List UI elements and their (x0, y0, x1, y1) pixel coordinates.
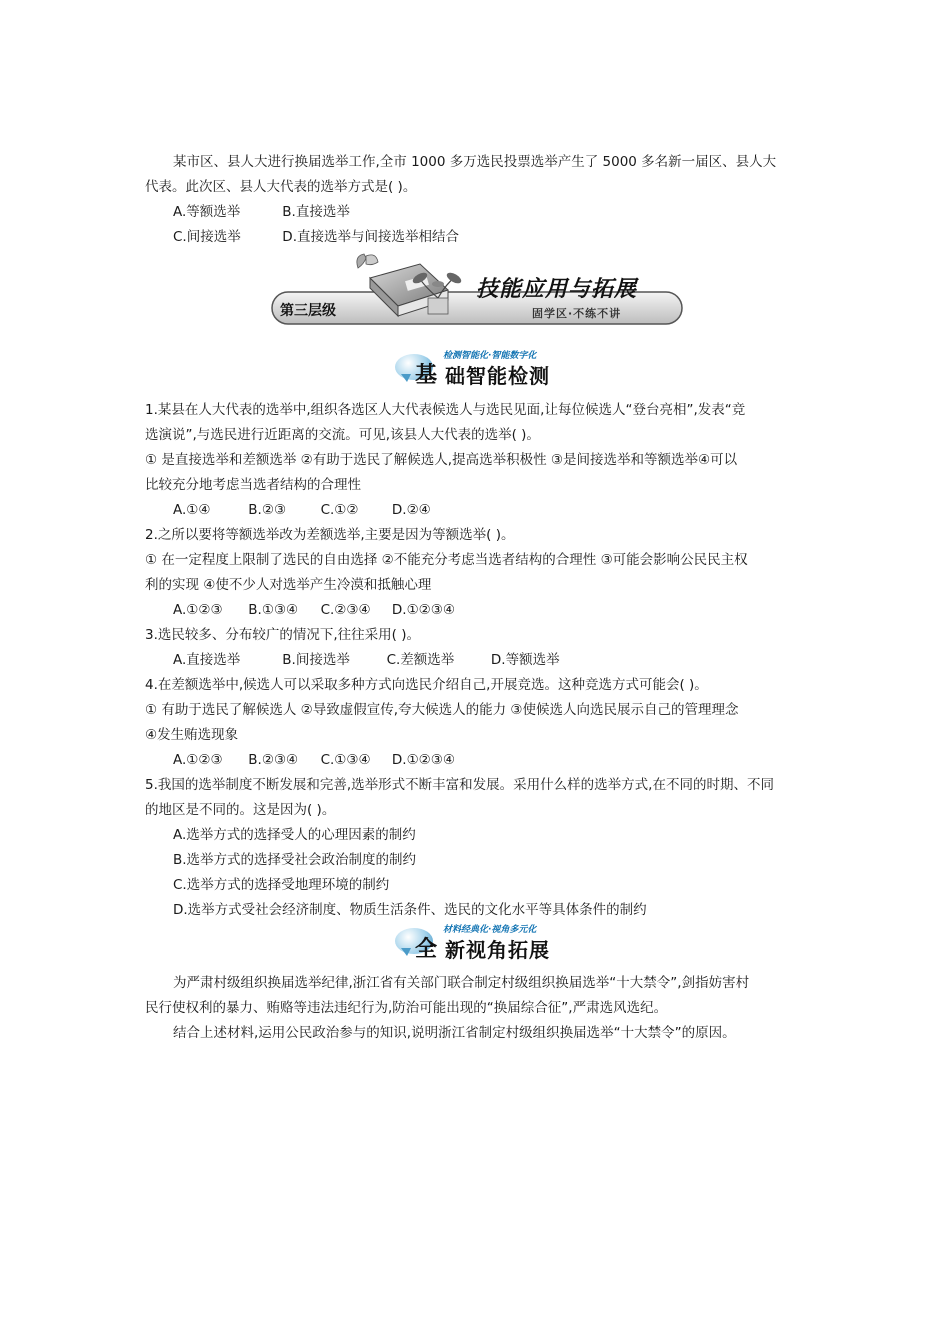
intro-option-d: D.直接选举与间接选举相结合 (282, 229, 459, 245)
q5-option-c: C.选举方式的选择受地理环境的制约 (173, 877, 390, 893)
q1-option-a: A.①④ (173, 502, 211, 518)
q5-line1: 5.我国的选举制度不断发展和完善,选举形式不断丰富和发展。采用什么样的选举方式,在不同的时期、不同 (145, 777, 774, 793)
butterfly-icon (357, 254, 378, 268)
section-new-perspective-tagline: 材料经典化·视角多元化 (443, 925, 537, 935)
q2-line2: ① 在一定程度上限制了选民的自由选择 ②不能充分考虑当选者结构的合理性 ③可能会影响公民民主权 (145, 552, 748, 568)
section-new-perspective-header (395, 922, 595, 962)
material-question: 结合上述材料,运用公民政治参与的知识,说明浙江省制定村级组织换届选举“十大禁令”的原因。 (173, 1025, 736, 1041)
intro-question-line1: 某市区、县人大进行换届选举工作,全市 1000 多万选民投票选举产生了 5000 多名新一届区、县人大 (173, 154, 777, 170)
q4-line3: ④发生贿选现象 (145, 727, 239, 743)
q2-line1: 2.之所以要将等额选举改为差额选举,主要是因为等额选举( )。 (145, 527, 515, 543)
q3-option-b: B.间接选举 (282, 652, 350, 668)
q1-options (173, 500, 431, 520)
section-new-perspective-initial: 全 (415, 937, 438, 962)
q4-option-b: B.②③④ (248, 752, 299, 768)
q3-option-d: D.等额选举 (490, 652, 560, 668)
q3-option-c: C.差额选举 (386, 652, 455, 668)
intro-option-c: C.间接选举 (173, 229, 241, 245)
q2-line3: 利的实现 ④使不少人对选举产生冷漠和抵触心理 (145, 577, 432, 593)
q1-line1: 1.某县在人大代表的选举中,组织各选区人大代表候选人与选民见面,让每位候选人“登台亮相”,发表“竞 (145, 402, 746, 418)
q1-option-d: D.②④ (391, 502, 431, 518)
section-basic-check-title: 础智能检测 (445, 364, 550, 388)
q1-line4: 比较充分地考虑当选者结构的合理性 (145, 477, 361, 493)
level-banner (270, 250, 690, 330)
material-line2: 民行使权利的暴力、贿赂等违法违纪行为,防治可能出现的“换届综合征”,严肃选风选纪。 (145, 1000, 668, 1016)
q5-option-a: A.选举方式的选择受人的心理因素的制约 (173, 827, 416, 843)
q1-option-c: C.①② (320, 502, 359, 518)
section-basic-check-tagline: 检测智能化·智能数字化 (443, 351, 537, 361)
banner-level-label: 第三层级 (280, 303, 336, 319)
q5-line2: 的地区是不同的。这是因为( )。 (145, 802, 336, 818)
q3-options (173, 650, 560, 670)
intro-option-b: B.直接选举 (282, 204, 350, 220)
q4-line1: 4.在差额选举中,候选人可以采取多种方式向选民介绍自己,开展竞选。这种竞选方式可能会( )。 (145, 677, 708, 693)
section-basic-check-header (395, 348, 595, 388)
q4-options (173, 750, 455, 770)
q3-line1: 3.选民较多、分布较广的情况下,往往采用( )。 (145, 627, 420, 643)
q2-option-d: D.①②③④ (391, 602, 455, 618)
q5-option-d: D.选举方式受社会经济制度、物质生活条件、选民的文化水平等具体条件的制约 (173, 902, 647, 918)
q2-options (173, 600, 455, 620)
q3-option-a: A.直接选举 (173, 652, 241, 668)
q5-option-b: B.选举方式的选择受社会政治制度的制约 (173, 852, 417, 868)
intro-option-a: A.等额选举 (173, 204, 241, 220)
q4-option-c: C.①③④ (320, 752, 371, 768)
q2-option-c: C.②③④ (320, 602, 371, 618)
q1-line3: ① 是直接选举和差额选举 ②有助于选民了解候选人,提高选举积极性 ③是间接选举和等额选举④可以 (145, 452, 738, 468)
section-new-perspective-title: 新视角拓展 (445, 938, 550, 962)
material-line1: 为严肃村级组织换届选举纪律,浙江省有关部门联合制定村级组织换届选举“十大禁令”,剑指妨害村 (173, 975, 750, 991)
banner-title: 技能应用与拓展 (476, 277, 638, 302)
banner-subtitle: 固学区·不练不讲 (532, 307, 622, 320)
q4-option-d: D.①②③④ (391, 752, 455, 768)
q1-line2: 选演说”,与选民进行近距离的交流。可见,该县人大代表的选举( )。 (145, 427, 540, 443)
q2-option-a: A.①②③ (173, 602, 223, 618)
q4-line2: ① 有助于选民了解候选人 ②导致虚假宣传,夸大候选人的能力 ③使候选人向选民展示自己的管理理念 (145, 702, 739, 718)
intro-options-row1 (173, 202, 350, 222)
intro-options-row2 (173, 227, 459, 247)
q4-option-a: A.①②③ (173, 752, 223, 768)
intro-question-line2: 代表。此次区、县人大代表的选举方式是( )。 (145, 179, 417, 195)
q1-option-b: B.②③ (248, 502, 287, 518)
q2-option-b: B.①③④ (248, 602, 299, 618)
section-basic-check-initial: 基 (415, 363, 438, 388)
